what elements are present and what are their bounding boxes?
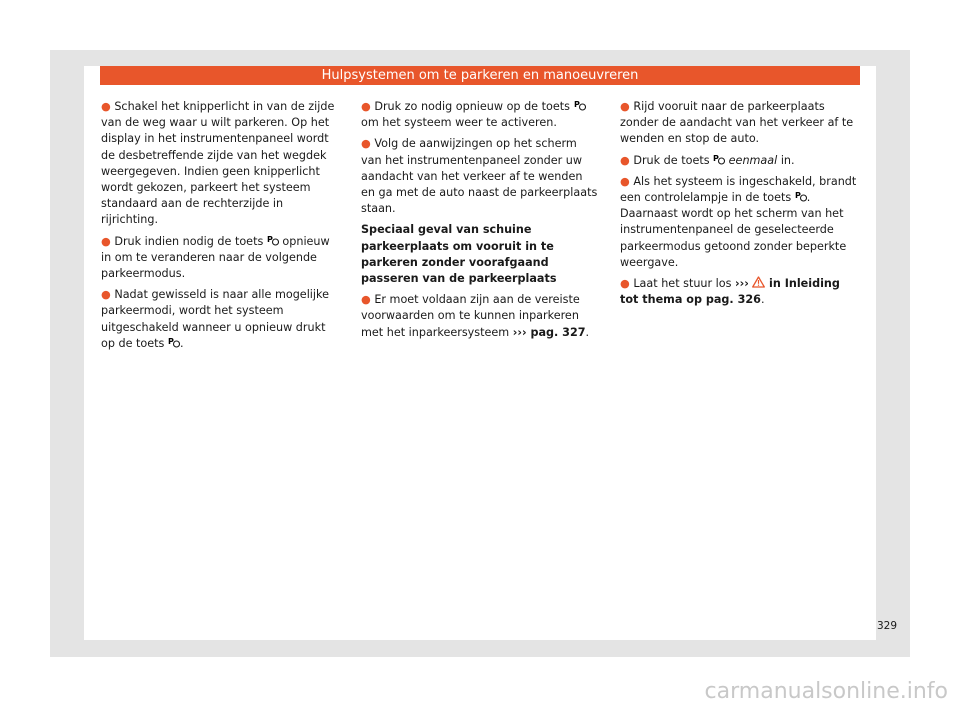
bullet-item: ● Schakel het knipperlicht in van de zijde van de weg waar u wilt parkeren. Op het display in het instrumentenpaneel wordt de desbetreffende zijde van het wegdek weergegeven. Indien geen knipperlicht wordt gekozen, parkeert het systeem standaard aan de rechterzijde in rijrichting. — [101, 100, 335, 227]
bullet-icon: ● — [620, 153, 630, 167]
svg-text:P: P — [167, 336, 174, 346]
park-assist-button-icon — [267, 235, 279, 246]
bullet-item: ● Als het systeem is ingeschakeld, brandt een controlelampje in de toets P . Daarnaast wordt op het scherm van het instrumentenpaneel de geselecteerde parkeermodus getoond zonder beperkte weergave. — [620, 174, 857, 269]
watermark: carmanualsonline.info — [704, 679, 948, 704]
column-3 — [620, 99, 858, 313]
park-assist-button-icon — [713, 154, 725, 165]
bullet-item: ● Rijd vooruit naar de parkeerplaats zonder de aandacht van het verkeer af te wenden en stop de auto. — [620, 100, 854, 146]
park-assist-button-icon — [574, 100, 586, 111]
page-reference-link[interactable]: ››› pag. 327 — [512, 325, 586, 339]
bullet-icon: ● — [620, 277, 630, 291]
bullet-item: ● Er moet voldaan zijn aan de vereiste voorwaarden om te kunnen inparkeren met het inparkeersysteem ››› pag. 327. — [361, 293, 590, 339]
column-2 — [361, 99, 599, 346]
bullet-item: ● Laat het stuur los ››› in Inleiding tot thema op pag. 326. — [620, 277, 840, 307]
bullet-item: ● Druk de toets P eenmaal in. — [620, 153, 795, 167]
bullet-icon: ● — [620, 174, 630, 188]
bullet-icon: ● — [361, 100, 371, 113]
subheading: Speciaal geval van schuine parkeerplaats om vooruit in te parkeren zonder voorafgaand passeren van de parkeerplaats — [361, 223, 557, 286]
bullet-icon: ● — [361, 293, 371, 307]
bullet-icon: ● — [101, 100, 111, 113]
park-assist-button-icon — [795, 191, 807, 202]
bullet-item: ● Volg de aanwijzingen op het scherm van het instrumentenpaneel zonder uw aandacht van het verkeer af te wenden en ga met de auto naast de parkeerplaats staan. — [361, 137, 598, 216]
park-assist-button-icon — [168, 337, 180, 348]
column-1 — [101, 99, 339, 357]
bullet-item: ● Druk indien nodig de toets P opnieuw in om te veranderen naar de volgende parkeermodus. — [101, 234, 330, 281]
bullet-item: ● Nadat gewisseld is naar alle mogelijke parkeermodi, wordt het systeem uitgeschakeld wanneer u opnieuw drukt op de toets P . — [101, 288, 329, 350]
svg-text:P: P — [266, 234, 273, 244]
page-reference-link[interactable]: in Inleiding tot thema op pag. 326 — [620, 277, 840, 307]
bullet-item: ● Druk zo nodig opnieuw op de toets P om het systeem weer te activeren. — [361, 99, 599, 131]
svg-text:P: P — [713, 153, 719, 163]
section-header: Hulpsystemen om te parkeren en manoeuvreren — [100, 66, 860, 85]
bullet-icon: ● — [101, 288, 111, 302]
bullet-icon: ● — [620, 100, 630, 113]
svg-text:P: P — [573, 100, 580, 109]
svg-text:P: P — [794, 191, 801, 201]
warning-triangle-icon — [752, 276, 765, 288]
bullet-icon: ● — [361, 137, 371, 151]
bullet-icon: ● — [101, 234, 111, 248]
page-number: 329 — [876, 620, 897, 632]
